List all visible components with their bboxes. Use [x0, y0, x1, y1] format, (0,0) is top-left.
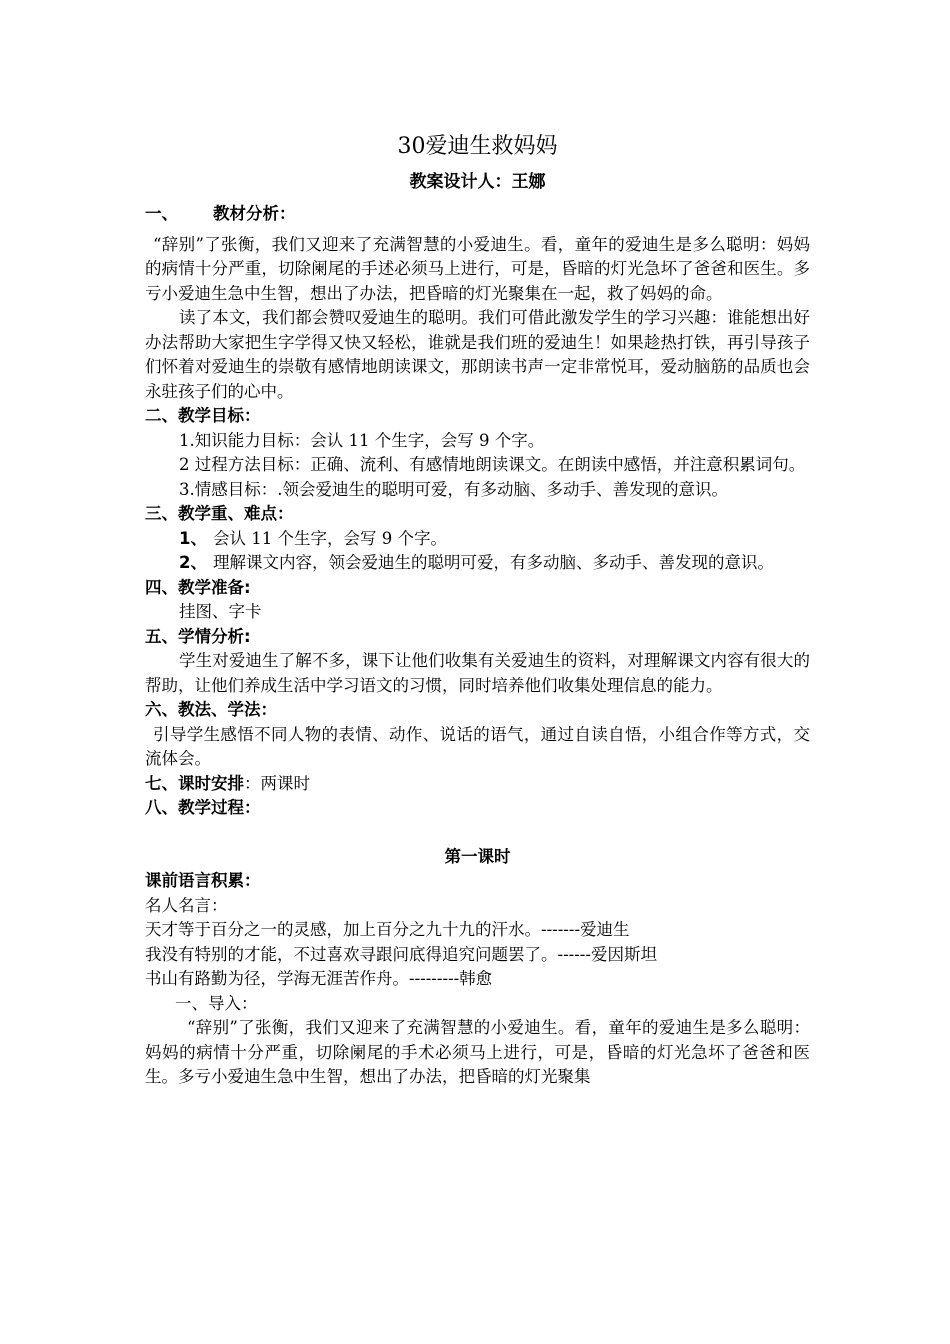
section-1-heading [145, 202, 810, 227]
key-point-number: 2、 [179, 553, 207, 572]
key-point-2 [145, 551, 810, 576]
pre-class-heading: 课前语言积累： [145, 871, 261, 890]
section-2-heading: 二、教学目标： [145, 406, 261, 425]
section-1-number: 一、 [145, 204, 178, 223]
section-1-label: 教材分析： [213, 204, 296, 223]
section-5-heading: 五、学情分析: [145, 626, 251, 646]
quote-2: 我没有特别的才能，不过喜欢寻跟问底得追究问题罢了。------爱因斯坦 [145, 944, 657, 964]
section-5-paragraph: 学生对爱迪生了解不多，课下让他们收集有关爱迪生的资料，对理解课文内容有很大的帮助，让他们养成生活中学习语文的习惯，同时培养他们收集处理信息的能力。 [145, 651, 810, 695]
lesson-1-heading: 第一课时 [444, 846, 511, 866]
section-4-paragraph: 挂图、字卡 [179, 602, 262, 621]
section-7-heading [145, 772, 810, 797]
intro-paragraph: “辞别”了张衡，我们又迎来了充满智慧的小爱迪生。看，童年的爱迪生是多么聪明：妈妈的病情十分严重，切除阑尾的手术必须马上进行，可是，昏暗的灯光急坏了爸爸和医生。多亏小爱迪生急中生智，想出了办法，把昏暗的灯光聚集 [145, 1018, 810, 1086]
section-7-label: 七、课时安排 [145, 773, 244, 793]
key-point-number: 1、 [179, 528, 207, 548]
goal-1: 1.知识能力目标：会认 11 个生字，会写 9 个字。 [179, 430, 545, 450]
goal-2: 2 过程方法目标：正确、流利、有感情地朗读课文。在朗读中感悟，并注意积累词句。 [179, 455, 806, 474]
intro-heading: 一、导入： [175, 993, 258, 1013]
quote-1: 天才等于百分之一的灵感，加上百分之九十九的汗水。-------爱迪生 [145, 920, 630, 939]
key-point-1 [145, 527, 810, 552]
key-point-text: 理解课文内容，领会爱迪生的聪明可爱，有多动脑、多动手、善发现的意识。 [213, 553, 774, 572]
section-1-paragraph-1: “辞别”了张衡，我们又迎来了充满智慧的小爱迪生。看，童年的爱迪生是多么聪明：妈妈的病情十分严重，切除阑尾的手述必须马上进行，可是，昏暗的灯光急坏了爸爸和医生。多亏小爱迪生急中生智，想出了办法，把昏暗的灯光聚集在一起，救了妈妈的命。 [145, 234, 810, 303]
key-point-text: 会认 11 个生字，会写 9 个字。 [213, 528, 447, 548]
document-title: 30爱迪生救妈妈 [397, 134, 558, 159]
section-8-heading: 八、教学过程： [145, 798, 261, 817]
document-page [145, 130, 810, 1090]
quote-3: 书山有路勤为径，学海无涯苦作舟。---------韩愈 [145, 969, 493, 988]
section-7-value: ：两课时 [244, 773, 310, 793]
section-1-paragraph-2: 读了本文，我们都会赞叹爱迪生的聪明。我们可借此激发学生的学习兴趣：谁能想出好办法帮助大家把生字学得又快又轻松，谁就是我们班的爱迪生！如果趁热打铁，再引导孩子们怀着对爱迪生的崇敬有感情地朗读课文，那朗读书声一定非常悦耳，爱动脑筋的品质也会永驻孩子们的心中。 [145, 308, 810, 401]
section-4-heading: 四、教学准备: [145, 577, 251, 597]
section-6-paragraph: 引导学生感悟不同人物的表情、动作、说话的语气，通过自读自悟，小组合作等方式，交流体会。 [145, 724, 810, 768]
quotes-heading: 名人名言： [145, 895, 228, 915]
section-6-heading: 六、教法、学法： [145, 700, 277, 719]
goal-3: 3.情感目标：.领会爱迪生的聪明可爱，有多动脑、多动手、善发现的意识。 [179, 479, 728, 499]
section-3-heading: 三、教学重、难点： [145, 504, 294, 523]
author-line: 教案设计人：王娜 [409, 172, 546, 192]
